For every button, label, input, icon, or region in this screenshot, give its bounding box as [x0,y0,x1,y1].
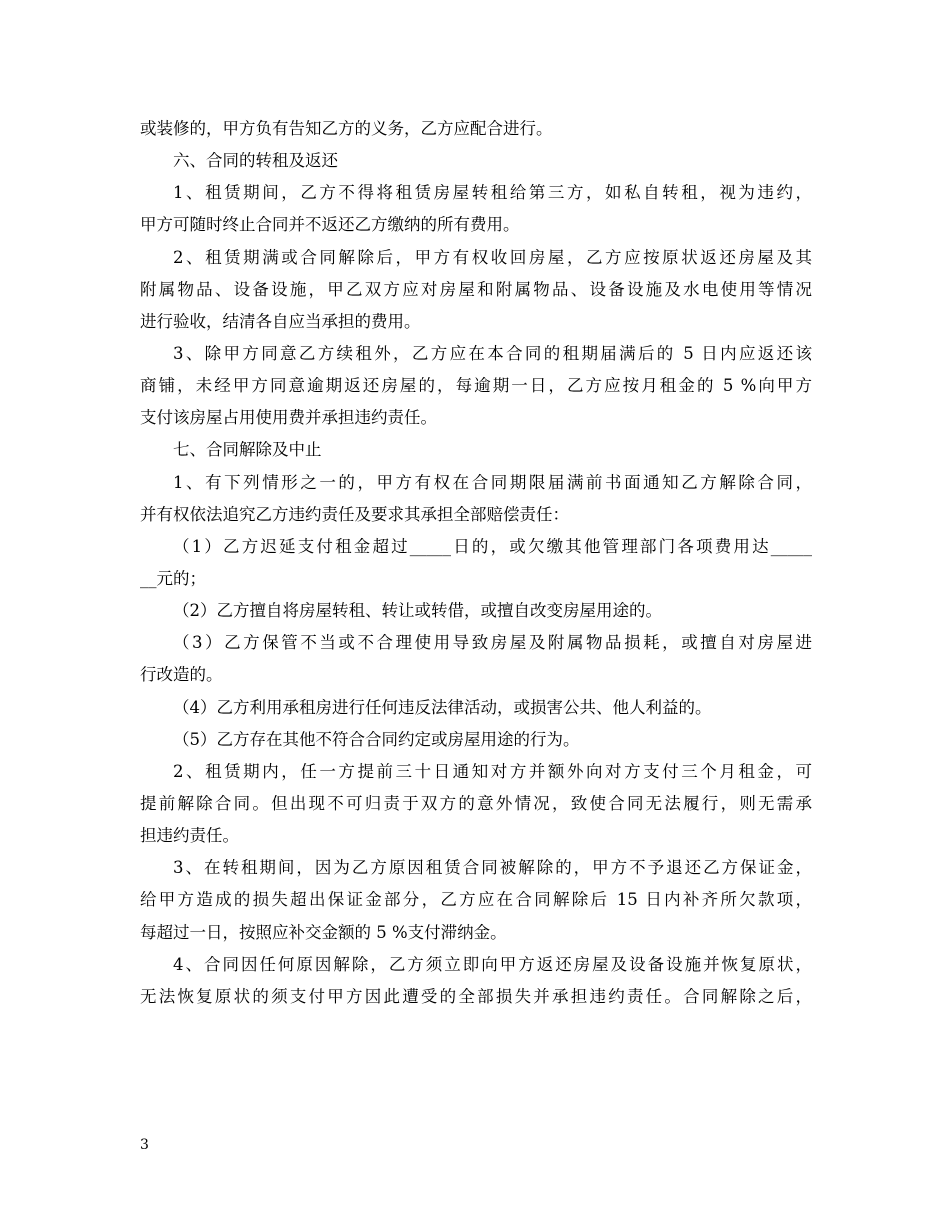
text-line: 进行验收，结清各自应当承担的费用。 [140,311,421,331]
text-line: __元的； [140,568,206,588]
text-line: （3）乙方保管不当或不合理使用导致房屋及附属物品损耗，或擅自对房屋进 [173,633,812,653]
text-line: 并有权依法追究乙方违约责任及要求其承担全部赔偿责任： [140,504,569,524]
text-line: 担违约责任。 [140,826,239,846]
text-line: 支付该房屋占用使用费并承担违约责任。 [140,408,437,428]
text-line: 给甲方造成的损失超出保证金部分，乙方应在合同解除后 15 日内补齐所欠款项， [140,890,812,910]
text-line: 3、在转租期间，因为乙方原因租赁合同被解除的，甲方不予退还乙方保证金， [173,858,812,878]
text-line: 1、租赁期间，乙方不得将租赁房屋转租给第三方，如私自转租，视为违约， [173,183,812,203]
text-line: （2）乙方擅自将房屋转租、转让或转借，或擅自改变房屋用途的。 [173,601,662,621]
text-line: 2、租赁期满或合同解除后，甲方有权收回房屋，乙方应按原状返还房屋及其 [173,247,812,267]
text-line: 4、合同因任何原因解除，乙方须立即向甲方返还房屋及设备设施并恢复原状， [173,954,812,974]
text-line: 3、除甲方同意乙方续租外，乙方应在本合同的租期届满后的 5 日内应返还该 [173,343,812,363]
text-line: 无法恢复原状的须支付甲方因此遭受的全部损失并承担违约责任。合同解除之后， [140,986,812,1006]
text-line: 行改造的。 [140,665,223,685]
text-line: 2、租赁期内，任一方提前三十日通知对方并额外向对方支付三个月租金，可 [173,761,812,781]
text-line: 每超过一日，按照应补交金额的 5 %支付滞纳金。 [140,922,507,942]
text-line: 或装修的，甲方负有告知乙方的义务，乙方应配合进行。 [140,119,553,138]
text-line: 甲方可随时终止合同并不返还乙方缴纳的所有费用。 [140,215,520,235]
text-line: 提前解除合同。但出现不可归责于双方的意外情况，致使合同无法履行，则无需承 [140,793,812,813]
text-line: 七、合同解除及中止 [173,440,322,460]
page-number: 3 [140,1137,149,1153]
text-line: 1、有下列情形之一的，甲方有权在合同期限届满前书面通知乙方解除合同， [173,472,812,492]
text-line: （5）乙方存在其他不符合合同约定或房屋用途的行为。 [173,729,580,749]
text-line: 商铺，未经甲方同意逾期返还房屋的，每逾期一日，乙方应按月租金的 5 %向甲方 [140,376,812,396]
document-body [140,113,812,1013]
text-line: 附属物品、设备设施，甲乙双方应对房屋和附属物品、设备设施及水电使用等情况 [140,279,812,299]
text-line: 六、合同的转租及返还 [173,151,338,171]
text-line: （1）乙方迟延支付租金超过_____日的，或欠缴其他管理部门各项费用达_____ [173,536,812,556]
text-line: （4）乙方利用承租房进行任何违反法律活动，或损害公共、他人利益的。 [173,697,712,717]
